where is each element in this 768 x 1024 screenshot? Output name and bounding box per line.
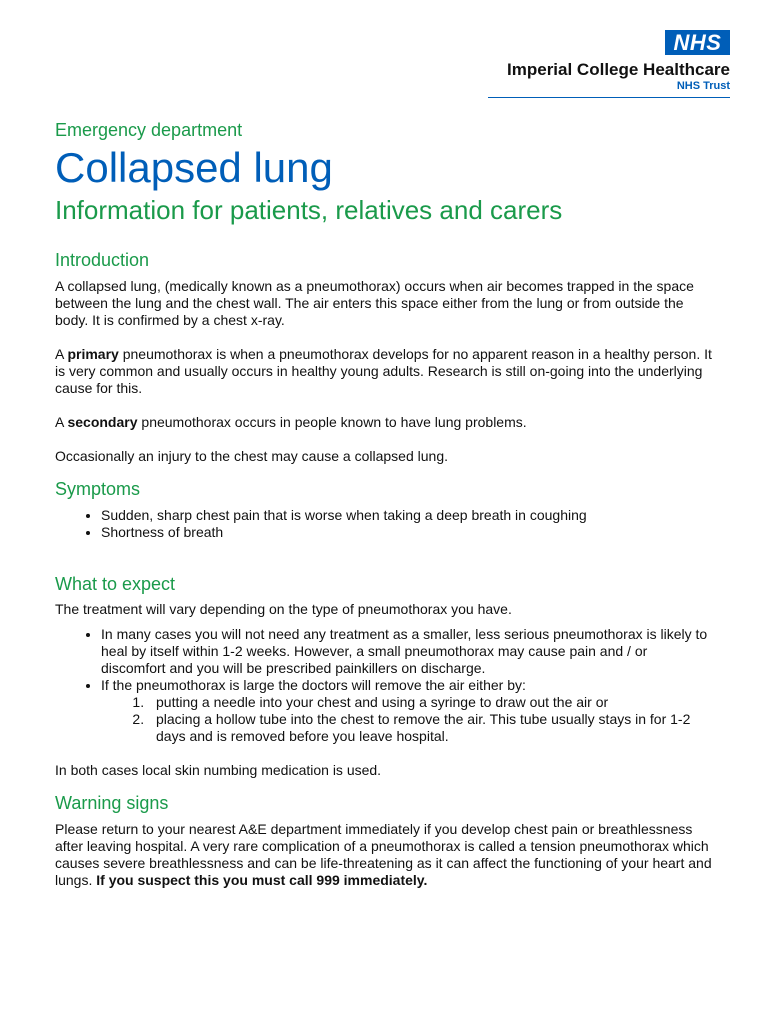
nhs-logo: NHS — [665, 30, 730, 55]
list-item: • In many cases you will not need any treatment as a smaller, less serious pneumothorax is likely to heal by itself within 1-2 weeks. However, a small pneumothorax may cause pain and / or discomfort and you will be prescribed painkillers on discharge. — [101, 626, 715, 677]
secondary-term: secondary — [67, 414, 138, 430]
secondary-prefix: A — [55, 414, 68, 430]
treatment-intro: The treatment will vary depending on the type of pneumothorax you have. — [55, 601, 512, 617]
symptoms-heading: Symptoms — [55, 479, 141, 499]
primary-term: primary — [67, 346, 119, 362]
removal-methods-intro: If the pneumothorax is large the doctors will remove the air either by: — [101, 677, 526, 693]
page-header — [0, 0, 768, 100]
emergency-instruction: If you suspect this you must call 999 immediately. — [96, 872, 428, 888]
header-divider — [488, 97, 730, 98]
list-item: 2. placing a hollow tube into the chest to remove the air. This tube usually stays in for 1-2 days and is removed before you leave hospital. — [148, 711, 715, 745]
secondary-paragraph — [55, 414, 715, 431]
treatment-list — [55, 626, 715, 745]
primary-text: pneumothorax is when a pneumothorax develops for no apparent reason in a healthy person. It is very common and usually occurs in healthy young adults. Research is still on-going into the underlying cause for this. — [55, 346, 712, 396]
warning-paragraph — [55, 821, 715, 889]
list-item: • Sudden, sharp chest pain that is worse when taking a deep breath in coughing — [101, 507, 715, 524]
secondary-text: pneumothorax occurs in people known to have lung problems. — [137, 414, 527, 430]
list-item — [101, 677, 715, 745]
removal-steps — [101, 694, 715, 745]
organisation-subtitle: NHS Trust — [676, 80, 730, 92]
list-item: • Shortness of breath — [101, 524, 715, 541]
symptoms-list — [55, 507, 715, 541]
warning-signs-heading: Warning signs — [55, 793, 169, 813]
introduction-heading: Introduction — [55, 250, 150, 270]
document-body — [55, 118, 715, 889]
department-label: Emergency department — [55, 120, 243, 140]
list-item: 1. putting a needle into your chest and using a syringe to draw out the air or — [148, 694, 715, 711]
numbing-note: In both cases local skin numbing medication is used. — [55, 762, 382, 778]
primary-prefix: A — [55, 346, 68, 362]
page-title: Collapsed lung — [55, 144, 333, 191]
page-subtitle: Information for patients, relatives and carers — [55, 195, 563, 225]
what-to-expect-heading: What to expect — [55, 574, 176, 594]
injury-paragraph: Occasionally an injury to the chest may cause a collapsed lung. — [55, 448, 448, 464]
introduction-paragraph: A collapsed lung, (medically known as a pneumothorax) occurs when air becomes trapped in the space between the lung and the chest wall. The air enters this space either from the lung or from outside the body. It is confirmed by a chest x-ray. — [55, 278, 694, 328]
organisation-name: Imperial College Healthcare — [507, 60, 730, 79]
warning-text: Please return to your nearest A&E department immediately if you develop chest pain or breathlessness after leaving hospital. A very rare complication of a pneumothorax is called a tension pneumothorax which causes severe breathlessness and can be life-threatening as it can affect the functioning of your heart and lungs. — [55, 821, 712, 888]
primary-paragraph — [55, 346, 715, 397]
